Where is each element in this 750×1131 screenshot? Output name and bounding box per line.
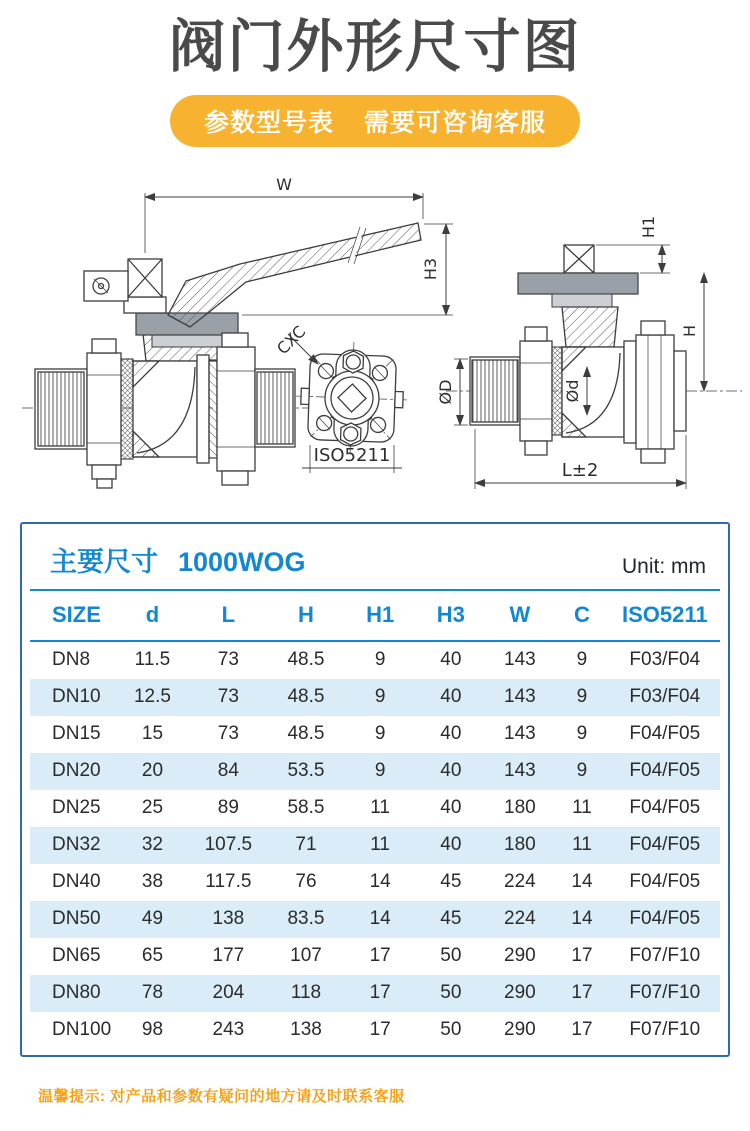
table-cell: 290 (504, 1019, 536, 1041)
table-cell: DN8 (52, 649, 91, 671)
spec-table-body (30, 641, 720, 1049)
table-row (30, 1012, 720, 1049)
footer-note: 温馨提示: 对产品和参数有疑问的地方请及时联系客服 (38, 1088, 405, 1106)
table-cell: 17 (369, 1019, 391, 1041)
table-cell: 17 (369, 945, 391, 967)
table-cell: 180 (504, 834, 536, 856)
dim-label-phi-d-inner: Ød (563, 379, 582, 403)
table-cell: DN32 (52, 834, 101, 856)
column-header: H (268, 590, 344, 641)
table-cell: 290 (504, 982, 536, 1004)
spec-table-title (50, 540, 306, 579)
table-cell: 143 (504, 723, 536, 745)
table-cell: 53.5 (287, 760, 325, 782)
table-cell: 11 (370, 797, 390, 819)
column-header: H1 (344, 590, 416, 641)
table-cell: 89 (217, 797, 239, 819)
table-cell: 9 (374, 760, 386, 782)
table-cell: 40 (440, 760, 462, 782)
table-cell: 58.5 (287, 797, 325, 819)
table-cell: 20 (141, 760, 164, 782)
table-cell: DN10 (52, 686, 101, 708)
table-cell: 32 (141, 834, 164, 856)
table-cell: DN20 (52, 760, 101, 782)
table-cell: 224 (504, 871, 536, 893)
table-cell: 138 (290, 1019, 322, 1041)
table-cell: 73 (217, 723, 239, 745)
table-cell: 50 (440, 1019, 462, 1041)
table-cell: 65 (141, 945, 164, 967)
table-cell: 143 (504, 686, 536, 708)
table-cell: F04/F05 (629, 797, 701, 819)
table-cell: DN40 (52, 871, 101, 893)
table-cell: 48.5 (287, 723, 325, 745)
table-row (30, 938, 720, 975)
table-row (30, 864, 720, 901)
badge-text-left: 参数型号表 (203, 109, 334, 138)
table-row (30, 901, 720, 938)
dim-label-h3: H3 (421, 258, 440, 281)
table-cell: 17 (571, 1019, 593, 1041)
table-cell: F04/F05 (629, 908, 701, 930)
table-cell: F07/F10 (629, 945, 701, 967)
table-cell: 84 (217, 760, 239, 782)
table-cell: 14 (571, 871, 593, 893)
table-cell: F04/F05 (629, 834, 701, 856)
table-cell: F04/F05 (629, 871, 701, 893)
table-cell: 40 (440, 649, 462, 671)
table-cell: 40 (440, 723, 462, 745)
table-cell: 11.5 (134, 649, 171, 671)
column-header: H3 (416, 590, 485, 641)
table-cell: 49 (141, 908, 164, 930)
table-cell: 40 (440, 834, 462, 856)
table-cell: DN100 (52, 1019, 112, 1041)
dim-label-phi-d-outer: ØD (436, 379, 455, 405)
table-cell: 9 (576, 723, 588, 745)
table-cell: DN15 (52, 723, 101, 745)
table-row (30, 827, 720, 864)
table-row (30, 753, 720, 790)
table-cell: 107.5 (204, 834, 253, 856)
column-header: C (554, 590, 609, 641)
spec-table-head-row (30, 590, 720, 641)
spec-title-cn: 主要尺寸 (50, 547, 158, 578)
table-cell: F03/F04 (629, 649, 701, 671)
table-row (30, 679, 720, 716)
table-cell: F04/F05 (629, 723, 701, 745)
table-cell: 17 (571, 982, 593, 1004)
subtitle-badge (170, 95, 580, 147)
table-cell: 76 (295, 871, 317, 893)
left-valve-side-view (22, 175, 453, 488)
column-header: L (189, 590, 268, 641)
table-cell: 40 (440, 797, 462, 819)
table-cell: 38 (141, 871, 164, 893)
table-cell: 11 (370, 834, 390, 856)
table-cell: DN80 (52, 982, 101, 1004)
table-cell: 25 (141, 797, 164, 819)
table-cell: F07/F10 (629, 1019, 701, 1041)
table-cell: F03/F04 (629, 686, 701, 708)
column-header: d (116, 590, 188, 641)
table-cell: 45 (440, 908, 462, 930)
spec-table (30, 589, 720, 1049)
column-header: ISO5211 (610, 590, 720, 641)
table-cell: 138 (212, 908, 245, 930)
table-cell: 40 (440, 686, 462, 708)
column-header: W (485, 590, 554, 641)
table-cell: DN50 (52, 908, 101, 930)
table-cell: 11 (572, 834, 592, 856)
table-cell: 14 (571, 908, 593, 930)
table-cell: 11 (572, 797, 592, 819)
table-cell: 50 (440, 945, 462, 967)
valve-dimension-drawing (0, 163, 750, 508)
table-row (30, 716, 720, 753)
table-row (30, 641, 720, 679)
table-cell: 50 (440, 982, 462, 1004)
table-cell: 290 (504, 945, 536, 967)
dim-label-l: L±2 (561, 460, 599, 482)
table-cell: 83.5 (287, 908, 325, 930)
table-cell: 17 (571, 945, 593, 967)
table-cell: 45 (440, 871, 462, 893)
table-cell: F07/F10 (629, 982, 701, 1004)
table-cell: 78 (141, 982, 164, 1004)
table-cell: 224 (504, 908, 536, 930)
table-cell: 143 (504, 649, 536, 671)
table-cell: 17 (369, 982, 391, 1004)
spec-table-header (30, 536, 720, 589)
dim-label-cxc: CXC (273, 322, 310, 359)
table-cell: 48.5 (287, 686, 325, 708)
table-cell: 9 (374, 649, 386, 671)
table-cell: 12.5 (133, 686, 171, 708)
table-cell: DN25 (52, 797, 101, 819)
table-cell: 117.5 (205, 871, 252, 893)
table-cell: 9 (576, 760, 588, 782)
table-cell: 48.5 (287, 649, 325, 671)
table-cell: 14 (369, 871, 391, 893)
table-cell: 15 (141, 723, 164, 745)
table-cell: 14 (369, 908, 391, 930)
table-cell: 118 (290, 982, 322, 1004)
table-cell: 9 (374, 686, 386, 708)
table-cell: 9 (374, 723, 386, 745)
dim-label-iso5211: ISO5211 (313, 445, 391, 467)
page-title: 阀门外形尺寸图 (168, 15, 582, 79)
table-cell: 143 (504, 760, 536, 782)
table-cell: 204 (212, 982, 245, 1004)
dim-label-w: W (276, 175, 292, 195)
table-cell: F04/F05 (629, 760, 701, 782)
dim-label-h1: H1 (639, 216, 658, 239)
table-row (30, 975, 720, 1012)
table-cell: 180 (504, 797, 536, 819)
table-cell: 177 (212, 945, 245, 967)
unit-label: Unit: mm (622, 555, 706, 579)
spec-table-card (20, 522, 730, 1057)
dim-label-h: H (680, 325, 699, 338)
table-cell: 243 (212, 1019, 245, 1041)
table-cell: 9 (576, 649, 588, 671)
table-cell: 71 (295, 834, 317, 856)
column-header: SIZE (30, 590, 116, 641)
table-cell: 73 (217, 686, 239, 708)
table-cell: DN65 (52, 945, 101, 967)
badge-text-right: 需要可咨询客服 (364, 109, 547, 138)
table-cell: 98 (141, 1019, 164, 1041)
table-cell: 107 (290, 945, 322, 967)
table-cell: 9 (576, 686, 588, 708)
table-row (30, 790, 720, 827)
table-cell: 73 (217, 649, 239, 671)
spec-title-model: 1000WOG (178, 547, 306, 578)
right-valve-side-view (436, 216, 742, 489)
